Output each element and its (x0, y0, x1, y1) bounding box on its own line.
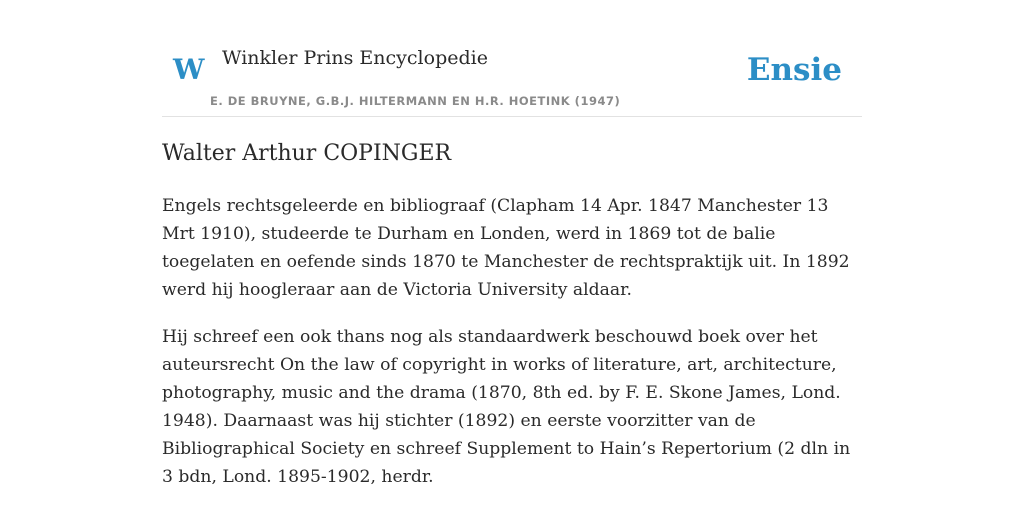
publication-header (162, 0, 862, 117)
article-paragraph: Engels rechtsgeleerde en bibliograaf (Clapham 14 Apr. 1847 Manchester 13 Mrt 1910), studeerde te Durham en Londen, werd in 1869 tot de balie toegelaten en oefende sinds 1870 te Manchester de rechtspraktijk uit. In 1892 werd hij hoogleraar aan de Victoria University aldaar. (162, 196, 850, 300)
publication-title[interactable]: Winkler Prins Encyclopedie (222, 47, 488, 69)
article (162, 138, 862, 491)
article-paragraph: Hij schreef een ook thans nog als standaardwerk beschouwd boek over het auteursrecht On the law of copyright in works of literature, art, architecture, photography, music and the drama (1870, 8th ed. by F. E. Skone James, Lond. 1948). Daarnaast was hij stichter (1892) en eerste voorzitter van de Bibliographical Society en schreef Supplement to Hain’s Repertorium (2 dln in 3 bdn, Lond. 1895-1902, herdr. (162, 327, 851, 487)
article-title: Walter Arthur COPINGER (162, 141, 452, 166)
ensie-brand-logo[interactable]: Ensie (746, 52, 842, 88)
publication-logo-icon[interactable]: W (173, 53, 205, 86)
publication-authors: E. DE BRUYNE, G.B.J. HILTERMANN EN H.R. HOETINK (1947) (210, 94, 621, 108)
